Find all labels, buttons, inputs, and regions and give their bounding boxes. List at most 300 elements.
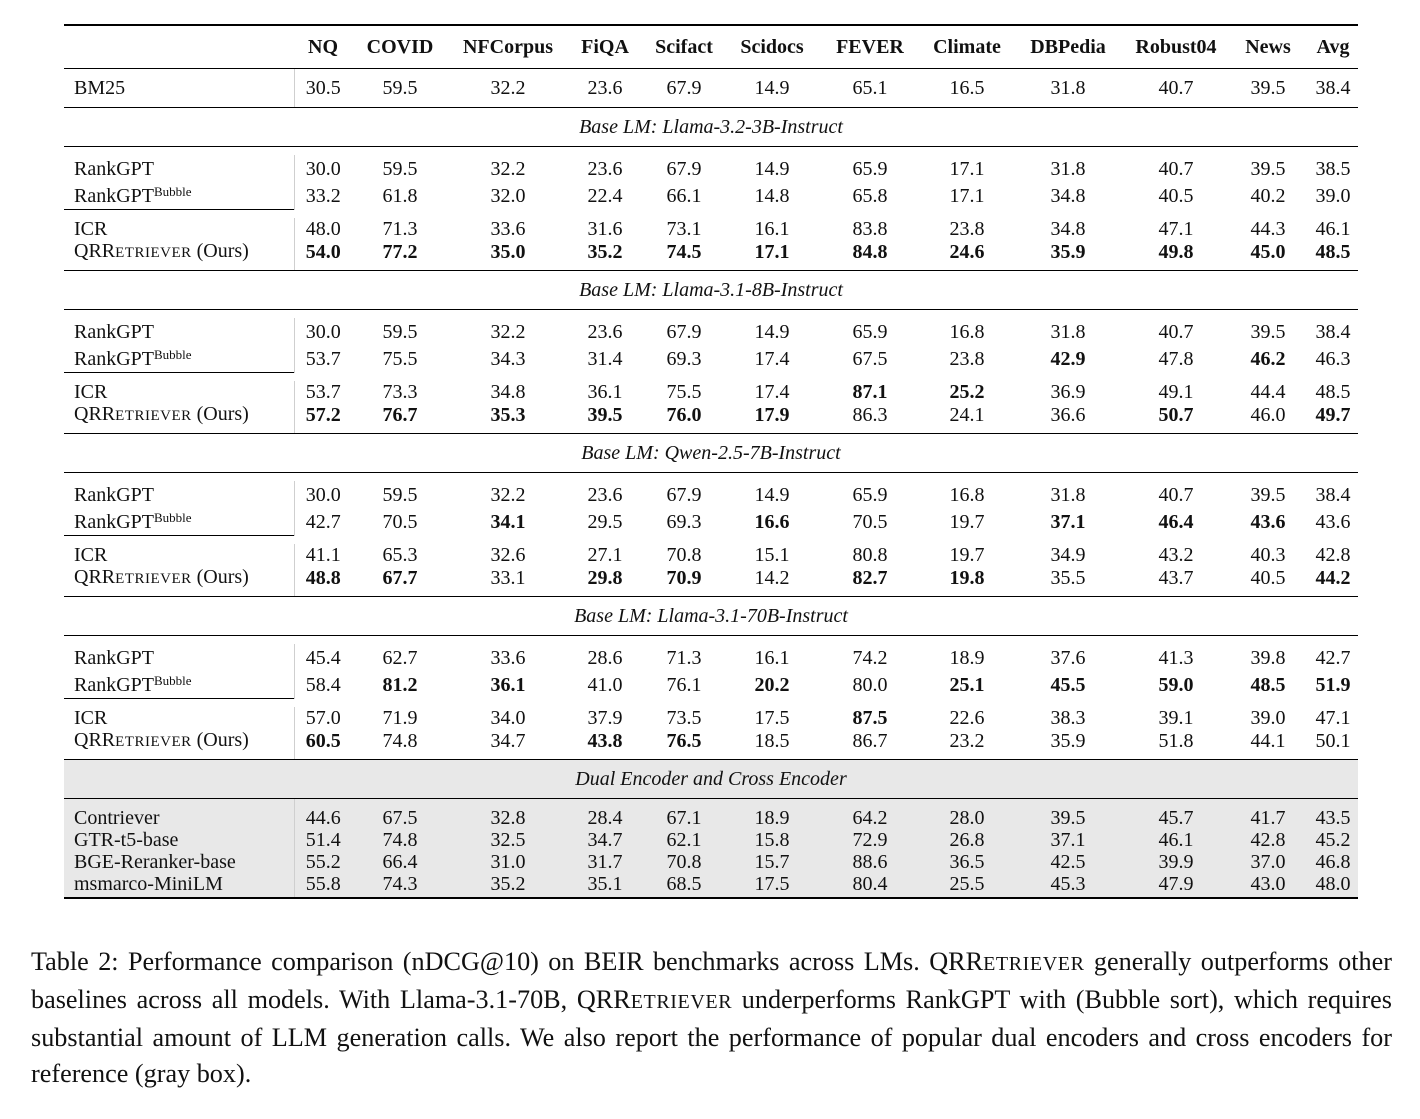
method-name: RankGPT bbox=[74, 484, 154, 506]
column-header: FEVER bbox=[818, 25, 922, 69]
score-cell: 75.5 bbox=[666, 381, 702, 403]
method-name: ICR bbox=[74, 707, 108, 729]
score-cell: 44.3 bbox=[1250, 218, 1286, 240]
score-cell: 49.8 bbox=[1124, 240, 1228, 271]
spacer-cell bbox=[64, 636, 1358, 645]
table-header-row bbox=[64, 25, 1358, 69]
score-cell: 43.6 bbox=[1315, 511, 1351, 534]
score-cell: 67.5 bbox=[352, 799, 448, 830]
table-row bbox=[64, 381, 1358, 403]
score-cell: 17.4 bbox=[754, 381, 790, 403]
score-cell: 84.8 bbox=[818, 240, 922, 271]
score-cell: 33.6 bbox=[490, 647, 526, 669]
score-cell: 48.8 bbox=[294, 566, 352, 597]
score-cell: 74.8 bbox=[352, 829, 448, 851]
row-label bbox=[64, 218, 294, 240]
score-cell: 18.9 bbox=[949, 647, 985, 669]
score-cell: 35.3 bbox=[448, 403, 568, 434]
method-name: RankGPT bbox=[74, 185, 154, 207]
score-cell: 51.4 bbox=[294, 829, 352, 851]
row-label bbox=[64, 69, 294, 108]
method-name-prefix: QRR bbox=[74, 729, 116, 751]
group-divider-rule bbox=[64, 699, 294, 708]
score-cell: 65.9 bbox=[852, 321, 888, 343]
score-cell: 42.9 bbox=[1050, 348, 1086, 371]
table-row bbox=[64, 183, 1358, 210]
score-cell: 38.4 bbox=[1315, 484, 1351, 506]
score-cell: 47.1 bbox=[1158, 218, 1194, 240]
row-label bbox=[64, 873, 294, 898]
score-cell: 46.2 bbox=[1250, 348, 1286, 371]
method-name-prefix: QRR bbox=[74, 240, 116, 262]
score-cell: 16.5 bbox=[922, 69, 1012, 108]
table-row bbox=[64, 799, 1358, 830]
method-name: ICR bbox=[74, 218, 108, 240]
score-cell: 87.5 bbox=[852, 707, 888, 729]
score-cell: 77.2 bbox=[352, 240, 448, 271]
table-row bbox=[64, 644, 1358, 672]
score-cell: 80.4 bbox=[818, 873, 922, 898]
score-cell: 40.5 bbox=[1158, 185, 1194, 208]
table-row bbox=[64, 69, 1358, 108]
score-cell: 80.8 bbox=[852, 544, 888, 566]
score-cell: 71.3 bbox=[666, 647, 702, 669]
score-cell: 53.7 bbox=[305, 381, 341, 403]
score-cell: 18.5 bbox=[726, 729, 818, 760]
score-cell: 67.1 bbox=[642, 799, 726, 830]
score-cell: 32.0 bbox=[490, 185, 526, 208]
score-cell: 81.2 bbox=[382, 674, 418, 697]
score-cell: 27.1 bbox=[587, 544, 623, 566]
score-cell: 14.9 bbox=[754, 158, 790, 180]
row-label bbox=[64, 544, 294, 566]
score-cell: 53.7 bbox=[305, 348, 341, 371]
score-cell: 70.8 bbox=[666, 544, 702, 566]
score-cell: 59.5 bbox=[382, 158, 418, 180]
method-name-suffix: (Ours) bbox=[191, 240, 249, 262]
table-row bbox=[64, 566, 1358, 597]
row-label bbox=[64, 851, 294, 873]
row-label bbox=[64, 672, 294, 699]
row-label bbox=[64, 829, 294, 851]
row-label bbox=[64, 481, 294, 509]
score-cell: 22.4 bbox=[587, 185, 623, 208]
caption-method-prefix: QRR bbox=[929, 947, 984, 976]
group-divider-row bbox=[64, 536, 1358, 545]
method-name: GTR-t5-base bbox=[74, 829, 179, 851]
score-cell: 28.6 bbox=[587, 647, 623, 669]
score-cell: 44.4 bbox=[1250, 381, 1286, 403]
score-cell: 32.8 bbox=[448, 799, 568, 830]
score-cell: 83.8 bbox=[852, 218, 888, 240]
method-name-smallcaps: ETRIEVER bbox=[115, 408, 192, 424]
row-label bbox=[64, 155, 294, 183]
score-cell: 31.8 bbox=[1050, 158, 1086, 180]
row-label bbox=[64, 729, 294, 760]
score-cell: 41.3 bbox=[1158, 647, 1194, 669]
score-cell: 62.1 bbox=[642, 829, 726, 851]
spacer-cell bbox=[294, 373, 1358, 382]
method-name: Contriever bbox=[74, 807, 160, 829]
score-cell: 67.9 bbox=[666, 484, 702, 506]
column-header: NQ bbox=[294, 25, 352, 69]
score-cell: 76.5 bbox=[642, 729, 726, 760]
score-cell: 31.7 bbox=[568, 851, 642, 873]
method-superscript: Bubble bbox=[154, 673, 192, 688]
score-cell: 34.8 bbox=[490, 381, 526, 403]
score-cell: 17.9 bbox=[726, 403, 818, 434]
method-name-smallcaps: ETRIEVER bbox=[115, 245, 192, 261]
score-cell: 48.5 bbox=[1308, 240, 1358, 271]
score-cell: 55.8 bbox=[294, 873, 352, 898]
score-cell: 46.4 bbox=[1158, 511, 1194, 534]
score-cell: 19.8 bbox=[922, 566, 1012, 597]
section-title: Base LM: Llama-3.2-3B-Instruct bbox=[64, 108, 1358, 147]
score-cell: 14.9 bbox=[726, 69, 818, 108]
caption-method-smallcaps: ETRIEVER bbox=[983, 953, 1085, 975]
table-row bbox=[64, 851, 1358, 873]
score-cell: 40.3 bbox=[1250, 544, 1286, 566]
score-cell: 38.4 bbox=[1308, 69, 1358, 108]
score-cell: 59.5 bbox=[352, 69, 448, 108]
method-superscript: Bubble bbox=[154, 184, 192, 199]
score-cell: 32.5 bbox=[448, 829, 568, 851]
score-cell: 88.6 bbox=[818, 851, 922, 873]
score-cell: 35.1 bbox=[568, 873, 642, 898]
score-cell: 39.1 bbox=[1158, 707, 1194, 729]
score-cell: 41.1 bbox=[305, 544, 341, 566]
score-cell: 35.9 bbox=[1012, 240, 1124, 271]
score-cell: 37.0 bbox=[1228, 851, 1308, 873]
group-divider-row bbox=[64, 699, 1358, 708]
score-cell: 62.7 bbox=[382, 647, 418, 669]
score-cell: 76.1 bbox=[666, 674, 702, 697]
score-cell: 70.8 bbox=[642, 851, 726, 873]
score-cell: 45.2 bbox=[1308, 829, 1358, 851]
score-cell: 16.6 bbox=[754, 511, 790, 534]
method-name: RankGPT bbox=[74, 647, 154, 669]
score-cell: 67.7 bbox=[352, 566, 448, 597]
row-label bbox=[64, 381, 294, 403]
score-cell: 50.7 bbox=[1124, 403, 1228, 434]
score-cell: 39.5 bbox=[568, 403, 642, 434]
table-row bbox=[64, 672, 1358, 699]
group-divider-rule bbox=[64, 373, 294, 382]
score-cell: 19.7 bbox=[949, 511, 985, 534]
score-cell: 34.0 bbox=[490, 707, 526, 729]
method-name: BGE-Reranker-base bbox=[74, 851, 236, 873]
score-cell: 43.5 bbox=[1308, 799, 1358, 830]
score-cell: 76.0 bbox=[642, 403, 726, 434]
score-cell: 46.3 bbox=[1315, 348, 1351, 371]
method-name-suffix: (Ours) bbox=[191, 403, 249, 425]
score-cell: 30.0 bbox=[305, 158, 341, 180]
row-label bbox=[64, 509, 294, 536]
score-cell: 15.8 bbox=[726, 829, 818, 851]
score-cell: 32.6 bbox=[490, 544, 526, 566]
caption-part-3: underperforms RankGPT with (Bubble sort), which requires substantial amount of LLM generation calls. We also report the performance of popular dual encoders and cross encoders for reference (gray box). bbox=[31, 985, 1392, 1088]
score-cell: 35.2 bbox=[448, 873, 568, 898]
score-cell: 36.9 bbox=[1050, 381, 1086, 403]
row-label bbox=[64, 183, 294, 210]
score-cell: 67.9 bbox=[666, 321, 702, 343]
score-cell: 32.2 bbox=[448, 69, 568, 108]
score-cell: 41.0 bbox=[587, 674, 623, 697]
score-cell: 31.6 bbox=[587, 218, 623, 240]
score-cell: 70.5 bbox=[852, 511, 888, 534]
column-header: NFCorpus bbox=[448, 25, 568, 69]
score-cell: 48.5 bbox=[1250, 674, 1286, 697]
table-row bbox=[64, 403, 1358, 434]
method-name-smallcaps: ETRIEVER bbox=[115, 571, 192, 587]
score-cell: 82.7 bbox=[818, 566, 922, 597]
row-label bbox=[64, 403, 294, 434]
score-cell: 54.0 bbox=[294, 240, 352, 271]
section-header-row bbox=[64, 271, 1358, 310]
score-cell: 31.8 bbox=[1050, 484, 1086, 506]
score-cell: 38.3 bbox=[1050, 707, 1086, 729]
table-row bbox=[64, 318, 1358, 346]
score-cell: 59.5 bbox=[382, 321, 418, 343]
column-header: Scidocs bbox=[726, 25, 818, 69]
section-title: Dual Encoder and Cross Encoder bbox=[64, 760, 1358, 799]
score-cell: 40.2 bbox=[1250, 185, 1286, 208]
score-cell: 39.9 bbox=[1124, 851, 1228, 873]
score-cell: 14.9 bbox=[754, 484, 790, 506]
score-cell: 17.1 bbox=[726, 240, 818, 271]
column-header: Robust04 bbox=[1124, 25, 1228, 69]
score-cell: 25.1 bbox=[949, 674, 985, 697]
score-cell: 70.5 bbox=[382, 511, 418, 534]
score-cell: 18.9 bbox=[726, 799, 818, 830]
column-header: Avg bbox=[1308, 25, 1358, 69]
score-cell: 33.2 bbox=[305, 185, 341, 208]
score-cell: 37.9 bbox=[587, 707, 623, 729]
score-cell: 46.0 bbox=[1228, 403, 1308, 434]
score-cell: 75.5 bbox=[382, 348, 418, 371]
score-cell: 31.8 bbox=[1012, 69, 1124, 108]
score-cell: 34.1 bbox=[490, 511, 526, 534]
score-cell: 86.3 bbox=[818, 403, 922, 434]
score-cell: 40.7 bbox=[1158, 321, 1194, 343]
column-header: Scifact bbox=[642, 25, 726, 69]
section-header-row bbox=[64, 760, 1358, 799]
method-name-suffix: (Ours) bbox=[191, 729, 249, 751]
score-cell: 29.8 bbox=[568, 566, 642, 597]
score-cell: 72.9 bbox=[818, 829, 922, 851]
score-cell: 73.1 bbox=[666, 218, 702, 240]
score-cell: 35.5 bbox=[1012, 566, 1124, 597]
score-cell: 14.9 bbox=[754, 321, 790, 343]
score-cell: 69.3 bbox=[666, 511, 702, 534]
score-cell: 50.1 bbox=[1308, 729, 1358, 760]
score-cell: 35.2 bbox=[568, 240, 642, 271]
score-cell: 71.3 bbox=[382, 218, 418, 240]
score-cell: 25.2 bbox=[949, 381, 985, 403]
caption-part-1: Table 2: Performance comparison (nDCG@10) on BEIR benchmarks across LMs. bbox=[31, 947, 930, 976]
score-cell: 46.1 bbox=[1124, 829, 1228, 851]
score-cell: 73.5 bbox=[666, 707, 702, 729]
score-cell: 65.9 bbox=[852, 484, 888, 506]
score-cell: 41.7 bbox=[1228, 799, 1308, 830]
score-cell: 30.0 bbox=[305, 484, 341, 506]
method-name: BM25 bbox=[74, 77, 126, 99]
score-cell: 34.8 bbox=[1050, 185, 1086, 208]
score-cell: 80.0 bbox=[852, 674, 888, 697]
score-cell: 34.3 bbox=[490, 348, 526, 371]
spacer-cell bbox=[294, 699, 1358, 708]
score-cell: 45.5 bbox=[1050, 674, 1086, 697]
method-name: RankGPT bbox=[74, 511, 154, 533]
table-row bbox=[64, 729, 1358, 760]
method-name: RankGPT bbox=[74, 158, 154, 180]
section-title: Base LM: Llama-3.1-8B-Instruct bbox=[64, 271, 1358, 310]
score-cell: 23.8 bbox=[949, 218, 985, 240]
spacer-cell bbox=[64, 147, 1358, 156]
results-table bbox=[64, 24, 1358, 899]
score-cell: 48.0 bbox=[1308, 873, 1358, 898]
score-cell: 61.8 bbox=[382, 185, 418, 208]
score-cell: 39.0 bbox=[1315, 185, 1351, 208]
method-name-suffix: (Ours) bbox=[191, 566, 249, 588]
score-cell: 39.5 bbox=[1250, 158, 1286, 180]
section-header-row bbox=[64, 434, 1358, 473]
score-cell: 45.7 bbox=[1124, 799, 1228, 830]
score-cell: 39.8 bbox=[1250, 647, 1286, 669]
score-cell: 39.5 bbox=[1250, 321, 1286, 343]
score-cell: 43.6 bbox=[1250, 511, 1286, 534]
score-cell: 42.7 bbox=[305, 511, 341, 534]
score-cell: 40.7 bbox=[1124, 69, 1228, 108]
score-cell: 46.1 bbox=[1315, 218, 1351, 240]
spacer-row bbox=[64, 147, 1358, 156]
score-cell: 23.8 bbox=[949, 348, 985, 371]
column-header: COVID bbox=[352, 25, 448, 69]
score-cell: 23.6 bbox=[587, 158, 623, 180]
section-title: Base LM: Llama-3.1-70B-Instruct bbox=[64, 597, 1358, 636]
score-cell: 28.0 bbox=[922, 799, 1012, 830]
score-cell: 51.9 bbox=[1315, 674, 1351, 697]
score-cell: 29.5 bbox=[587, 511, 623, 534]
score-cell: 37.1 bbox=[1050, 511, 1086, 534]
score-cell: 43.8 bbox=[568, 729, 642, 760]
score-cell: 70.9 bbox=[642, 566, 726, 597]
score-cell: 48.0 bbox=[305, 218, 341, 240]
table-row bbox=[64, 829, 1358, 851]
score-cell: 44.2 bbox=[1308, 566, 1358, 597]
spacer-row bbox=[64, 473, 1358, 482]
spacer-cell bbox=[64, 473, 1358, 482]
score-cell: 20.2 bbox=[754, 674, 790, 697]
score-cell: 47.1 bbox=[1315, 707, 1351, 729]
score-cell: 59.5 bbox=[382, 484, 418, 506]
method-name-prefix: QRR bbox=[74, 566, 116, 588]
table-row bbox=[64, 240, 1358, 271]
score-cell: 42.8 bbox=[1228, 829, 1308, 851]
score-cell: 67.9 bbox=[642, 69, 726, 108]
score-cell: 49.7 bbox=[1308, 403, 1358, 434]
score-cell: 15.7 bbox=[726, 851, 818, 873]
score-cell: 40.7 bbox=[1158, 484, 1194, 506]
score-cell: 34.8 bbox=[1050, 218, 1086, 240]
score-cell: 39.5 bbox=[1228, 69, 1308, 108]
table-row bbox=[64, 873, 1358, 898]
score-cell: 42.7 bbox=[1315, 647, 1351, 669]
score-cell: 34.7 bbox=[448, 729, 568, 760]
score-cell: 16.1 bbox=[754, 647, 790, 669]
score-cell: 28.4 bbox=[568, 799, 642, 830]
score-cell: 74.5 bbox=[642, 240, 726, 271]
score-cell: 30.5 bbox=[294, 69, 352, 108]
score-cell: 37.1 bbox=[1012, 829, 1124, 851]
header-corner bbox=[64, 25, 294, 69]
spacer-cell bbox=[64, 310, 1358, 319]
score-cell: 19.7 bbox=[949, 544, 985, 566]
score-cell: 67.5 bbox=[852, 348, 888, 371]
score-cell: 16.8 bbox=[949, 321, 985, 343]
score-cell: 59.0 bbox=[1158, 674, 1194, 697]
score-cell: 39.5 bbox=[1250, 484, 1286, 506]
column-header: FiQA bbox=[568, 25, 642, 69]
table-row bbox=[64, 509, 1358, 536]
table-row bbox=[64, 346, 1358, 373]
score-cell: 87.1 bbox=[852, 381, 888, 403]
results-table-container bbox=[64, 24, 1358, 899]
score-cell: 42.5 bbox=[1012, 851, 1124, 873]
score-cell: 36.6 bbox=[1012, 403, 1124, 434]
group-divider-rule bbox=[64, 536, 294, 545]
score-cell: 15.1 bbox=[754, 544, 790, 566]
score-cell: 65.8 bbox=[852, 185, 888, 208]
method-name-smallcaps: ETRIEVER bbox=[115, 734, 192, 750]
method-superscript: Bubble bbox=[154, 347, 192, 362]
score-cell: 66.1 bbox=[666, 185, 702, 208]
score-cell: 74.3 bbox=[352, 873, 448, 898]
score-cell: 24.6 bbox=[922, 240, 1012, 271]
score-cell: 51.8 bbox=[1124, 729, 1228, 760]
table-caption bbox=[31, 944, 1392, 1092]
score-cell: 45.4 bbox=[305, 647, 341, 669]
row-label bbox=[64, 318, 294, 346]
spacer-row bbox=[64, 636, 1358, 645]
section-title: Base LM: Qwen-2.5-7B-Instruct bbox=[64, 434, 1358, 473]
score-cell: 68.5 bbox=[642, 873, 726, 898]
score-cell: 16.1 bbox=[754, 218, 790, 240]
method-name: RankGPT bbox=[74, 321, 154, 343]
score-cell: 55.2 bbox=[294, 851, 352, 873]
score-cell: 66.4 bbox=[352, 851, 448, 873]
score-cell: 17.1 bbox=[949, 185, 985, 208]
score-cell: 86.7 bbox=[818, 729, 922, 760]
score-cell: 23.6 bbox=[568, 69, 642, 108]
score-cell: 71.9 bbox=[382, 707, 418, 729]
score-cell: 65.1 bbox=[818, 69, 922, 108]
group-divider-row bbox=[64, 373, 1358, 382]
score-cell: 36.5 bbox=[922, 851, 1012, 873]
score-cell: 32.2 bbox=[490, 158, 526, 180]
score-cell: 30.0 bbox=[305, 321, 341, 343]
row-label bbox=[64, 644, 294, 672]
score-cell: 39.0 bbox=[1250, 707, 1286, 729]
score-cell: 14.2 bbox=[726, 566, 818, 597]
score-cell: 57.2 bbox=[294, 403, 352, 434]
score-cell: 47.8 bbox=[1158, 348, 1194, 371]
method-name-prefix: QRR bbox=[74, 403, 116, 425]
column-header: DBPedia bbox=[1012, 25, 1124, 69]
method-name: RankGPT bbox=[74, 348, 154, 370]
row-label bbox=[64, 566, 294, 597]
score-cell: 34.9 bbox=[1050, 544, 1086, 566]
